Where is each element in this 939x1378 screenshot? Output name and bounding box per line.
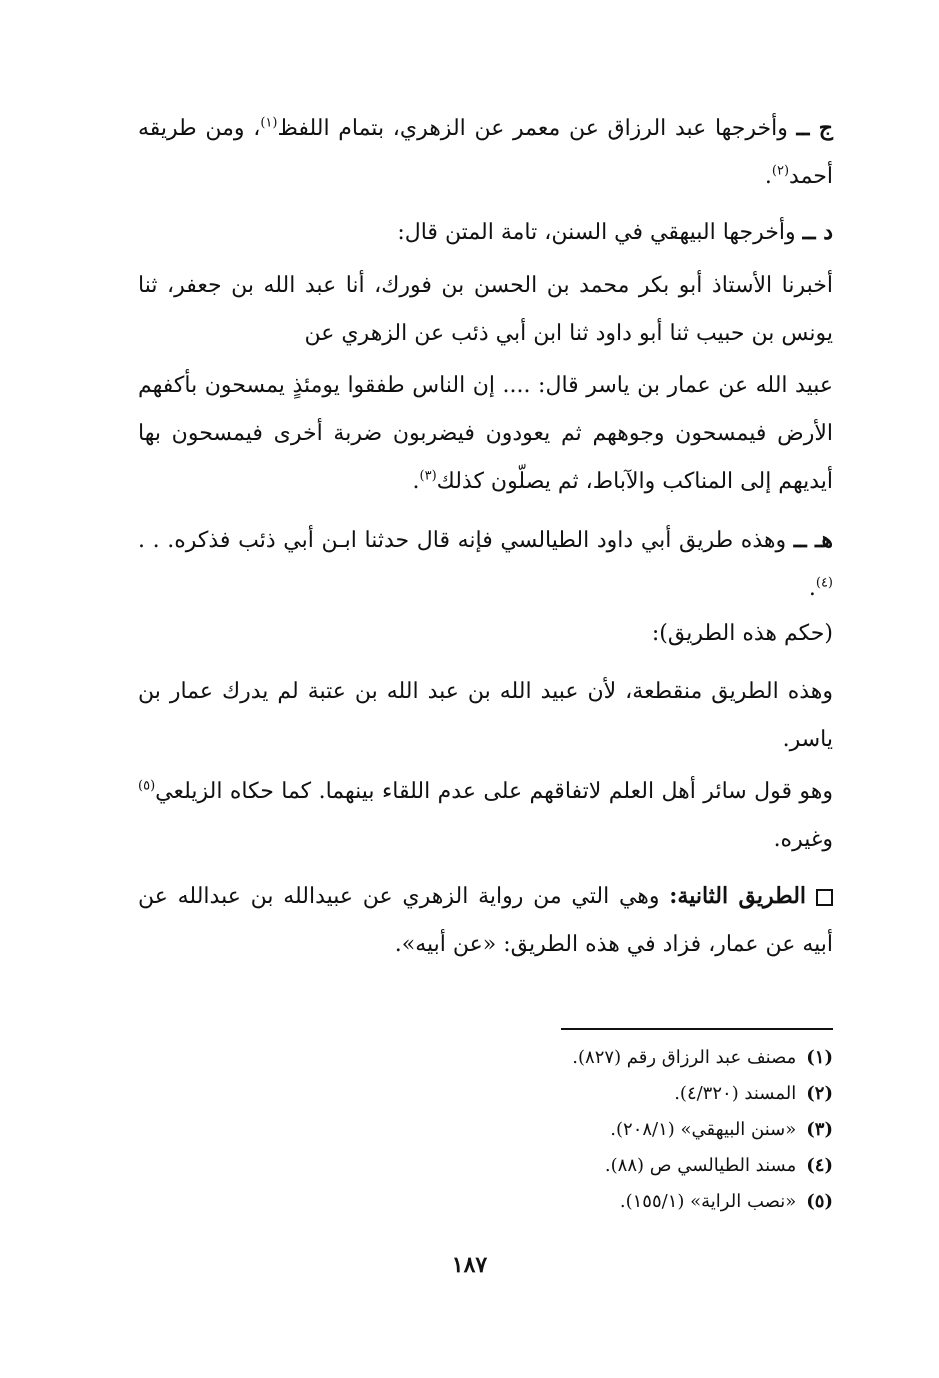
square-bullet-icon xyxy=(816,889,833,906)
footnote-number: (٣) xyxy=(806,1119,833,1140)
paragraph-text: أخبرنا الأستاذ أبو بكر محمد بن الحسن بن فورك، أنا عبد الله بن جعفر، ثنا يونس بن حبيب ثنا أبو داود ثنا ابن أبي ذئب عن الزهري عن xyxy=(138,273,833,346)
footnote-ref: (٣) xyxy=(419,468,437,484)
paragraph-ha xyxy=(138,516,833,613)
paragraph-isnad xyxy=(138,262,833,358)
footnote-item xyxy=(233,1184,833,1220)
footnote-text: «نصب الراية» (١٥٥/١). xyxy=(619,1191,797,1212)
paragraph-text: وهي التي من رواية الزهري عن عبيدالله بن عبدالله عن أبيه عن عمار، فزاد في هذه الطريق: «عن أبيه». xyxy=(138,884,833,957)
paragraph-lead: ج ــ xyxy=(796,115,833,141)
paragraph-ruling-heading xyxy=(138,610,833,658)
footnote-text: المسند (٤/٣٢٠). xyxy=(674,1083,797,1104)
paragraph-text: . xyxy=(808,576,816,601)
paragraph-dal xyxy=(138,208,833,257)
section-heading: (حكم هذه الطريق): xyxy=(651,621,833,646)
paragraph-text: وأخرجها البيهقي في السنن، تامة المتن قال: xyxy=(397,220,796,245)
footnotes xyxy=(233,1040,833,1220)
paragraph-text: وأخرجها عبد الرزاق عن معمر عن الزهري، بتمام اللفظ xyxy=(277,116,788,141)
footnote-ref: (١) xyxy=(260,115,278,131)
paragraph-lead: الطريق الثانية: xyxy=(669,883,807,909)
paragraph-text: وهذه الطريق منقطعة، لأن عبيد الله بن عبد الله بن عتبة لم يدرك عمار بن ياسر. xyxy=(138,679,833,752)
paragraph-text: وغيره. xyxy=(773,827,833,852)
paragraph-lead: هـ ــ xyxy=(793,527,833,553)
paragraph-text: عبيد الله عن عمار بن ياسر قال: .... إن الناس طفقوا يومئذٍ يمسحون بأكفهم الأرض فيمسحون وجوههم ثم يعودون فيضربون ضربة أخرى فيمسحون بها أيديهم إلى المناكب والآباط، ثم يصلّون كذلك xyxy=(138,373,833,494)
footnote-text: مسند الطيالسي ص (٨٨). xyxy=(604,1155,797,1176)
paragraph-text: وهذه طريق أبي داود الطيالسي فإنه قال حدثنا ابـن أبي ذئب فذكره. . . xyxy=(138,528,787,553)
footnote-item xyxy=(233,1040,833,1076)
paragraph-ruling xyxy=(138,668,833,764)
footnote-ref: (٤) xyxy=(815,575,833,591)
paragraph-matn xyxy=(138,362,833,506)
footnote-text: مصنف عبد الرزاق رقم (٨٢٧). xyxy=(572,1047,797,1068)
footnote-ref: (٥) xyxy=(138,778,156,794)
footnote-text: «سنن البيهقي» (٢٠٨/١). xyxy=(610,1119,797,1140)
paragraph-text: ، ومن طريقه أحمد xyxy=(138,116,833,189)
footnote-ref: (٢) xyxy=(771,163,790,179)
paragraph-text: . xyxy=(764,164,772,189)
footnote-item xyxy=(233,1112,833,1148)
paragraph-second-path xyxy=(138,872,833,969)
paragraph-text: وهو قول سائر أهل العلم لاتفاقهم على عدم اللقاء بينهما. كما حكاه الزيلعي xyxy=(155,779,833,804)
paragraph-jim xyxy=(138,104,833,201)
paragraph-text: . xyxy=(412,469,420,494)
footnote-number: (٥) xyxy=(806,1191,833,1212)
footnote-divider xyxy=(561,1028,833,1030)
footnote-item xyxy=(233,1076,833,1112)
footnote-number: (٤) xyxy=(806,1155,833,1176)
footnote-number: (١) xyxy=(806,1047,833,1068)
footnote-number: (٢) xyxy=(806,1083,833,1104)
page-number: ١٨٧ xyxy=(451,1252,488,1278)
footnote-item xyxy=(233,1148,833,1184)
paragraph-scholars xyxy=(138,768,833,864)
paragraph-lead: د ــ xyxy=(802,219,833,245)
